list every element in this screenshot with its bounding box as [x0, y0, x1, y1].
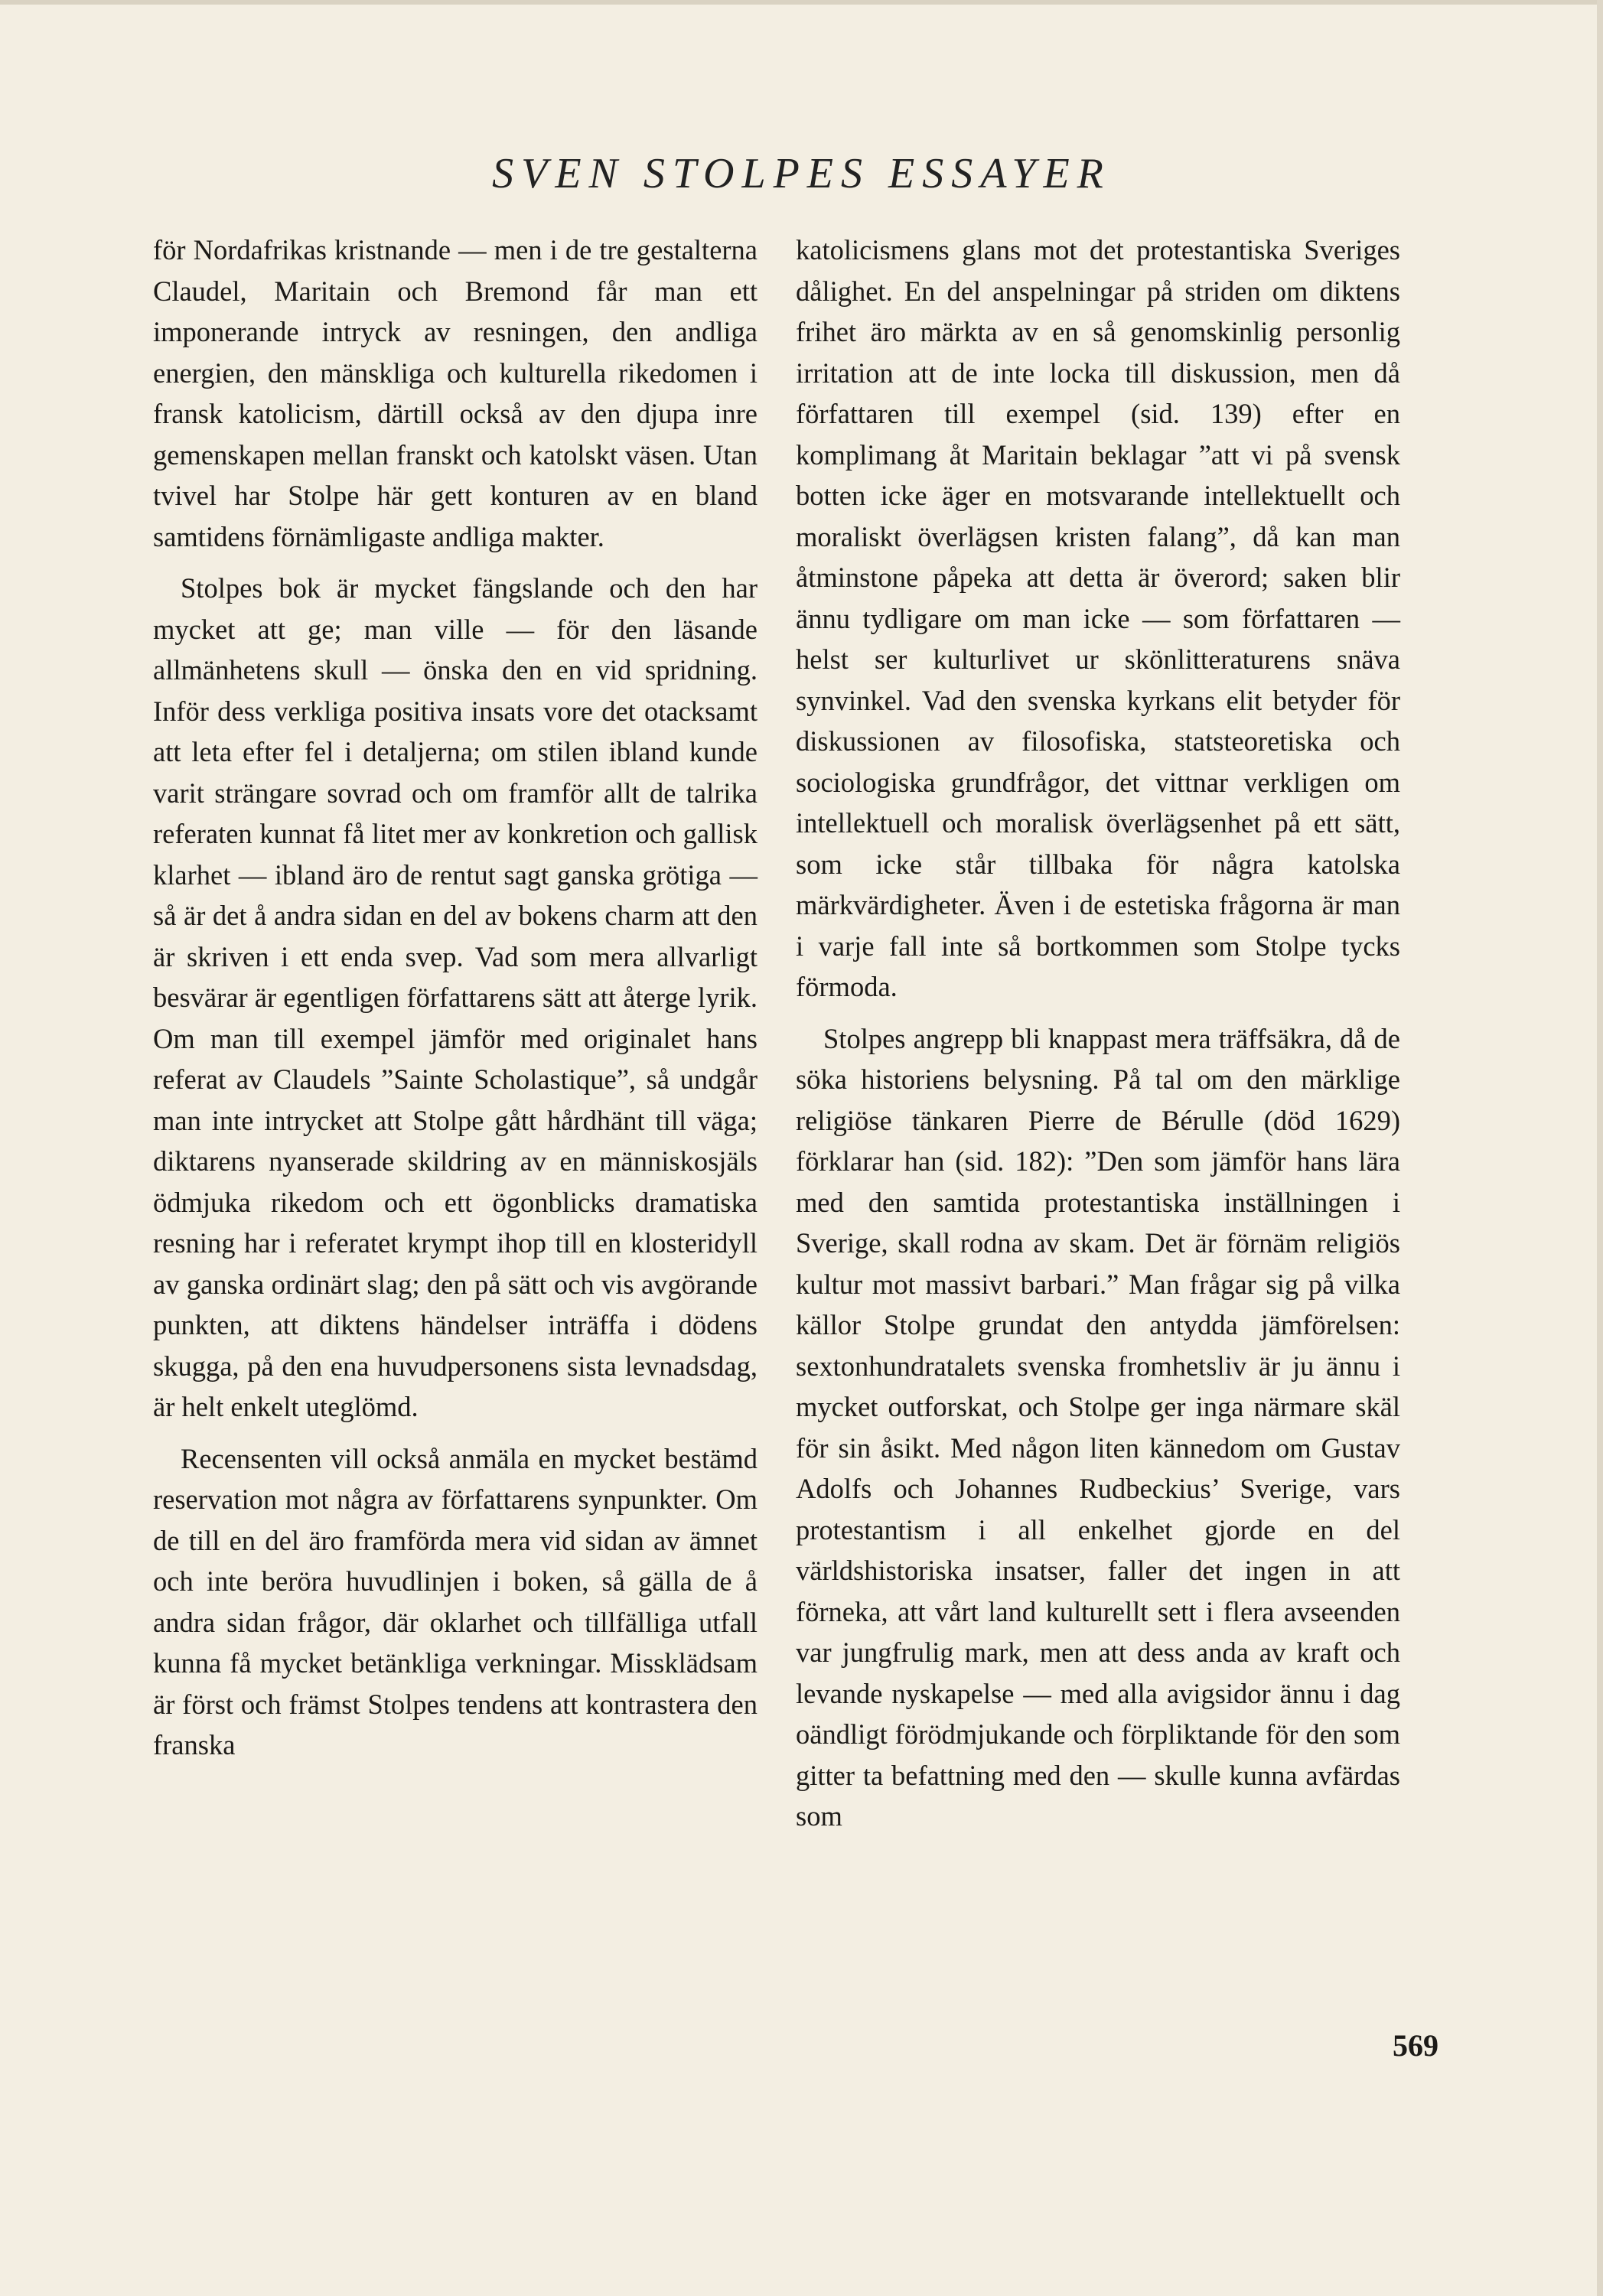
page-number: 569 [1393, 2028, 1438, 2063]
page-edge-top [0, 0, 1603, 5]
page-edge-right [1597, 0, 1603, 2296]
left-paragraph-3: Recensenten vill också anmäla en mycket bestämd reservation mot några av författarens synpunkter. Om de till en del äro framförda mera vid sidan av ämnet och inte beröra huvudlinjen i boken, så gälla de å andra sidan frågor, där oklarhet och tillfälliga utfall kunna få mycket betänkliga verkningar. Missklädsam är först och främst Stolpes tendens att kontrastera den franska [153, 1442, 758, 1760]
left-paragraph-1: för Nordafrikas kristnande — men i de tre gestalterna Claudel, Maritain och Bremond får man ett imponerande intryck av resningen, den andliga energien, den mänskliga och kulturella rikedomen i fransk katolicism, därtill också av den djupa inre gemenskapen mellan franskt och katolskt väsen. Utan tvivel har Stolpe här gett konturen av en bland samtidens förnämligaste andliga makter. [153, 234, 758, 552]
right-paragraph-2: Stolpes angrepp bli knappast mera träffsäkra, då de söka historiens belysning. På tal om den märklige religiöse tänkaren Pierre de Bérulle (död 1629) förklarar han (sid. 182): ”Den som jämför hans lära med den samtida protestantiska inställningen i Sverige, skall rodna av skam. Det är förnäm religiös kultur mot massivt barbari.” Man frågar sig på vilka källor Stolpe grundat den antydda jämförelsen: sextonhundratalets svenska fromhetsliv är ju ännu i mycket outforskat, och Stolpe ger inga närmare skäl för sin åsikt. Med någon liten kännedom om Gustav Adolfs och Johannes Rudbeckius’ Sverige, vars protestantism i all enkelhet gjorde en del världshistoriska insatser, faller det ingen in att förneka, att vårt land kulturellt sett i flera avseenden var jungfrulig mark, men att dess anda av kraft och levande nyskapelse — med alla avigsidor ännu i dag oändligt förödmjukande och förpliktande för den som gitter ta befattning med den — skulle kunna avfärdas som [796, 1022, 1400, 1832]
left-paragraph-2: Stolpes bok är mycket fängslande och den har mycket att ge; man ville — för den läsande allmänhetens skull — önska den en vid spridning. Inför dess verkliga positiva insats vore det otacksamt att leta efter fel i detaljerna; om stilen ibland kunde varit strängare sovrad och om framför allt de talrika referaten kunnat få litet mer av konkretion och gallisk klarhet — ibland äro de rentut sagt ganska grötiga — så är det å andra sidan en del av bokens charm att den är skriven i ett enda svep. Vad som mera allvarligt besvärar är egentligen författarens sätt att återge lyrik. Om man till exempel jämför med originalet hans referat av Claudels ”Sainte Scholastique”, så undgår man inte intrycket att Stolpe gått hårdhänt till väga; diktarens nyanserade skildring av en människosjäls ödmjuka rikedom och ett ögonblicks dramatiska resning har i referatet krympt ihop till en klosteridyll av ganska ordinärt slag; den på sätt och vis avgörande punkten, att diktens händelser inträffa i dödens skugga, på den ena huvudpersonens sista levnadsdag, är helt enkelt uteglömd. [153, 572, 758, 1422]
right-column [796, 230, 1400, 1837]
running-title: SVEN STOLPES ESSAYER [492, 150, 1111, 197]
left-column [153, 230, 758, 1766]
right-paragraph-1: katolicismens glans mot det protestantiska Sveriges dålighet. En del anspelningar på striden om diktens frihet äro märkta av en så genomskinlig personlig irritation att de inte locka till diskussion, men då författaren till exempel (sid. 139) efter en komplimang åt Maritain beklagar ”att vi på svensk botten icke äger en motsvarande intellektuellt och moraliskt överlägsen kristen falang”, då kan man åtminstone påpeka att detta är överord; saken blir ännu tydligare om man icke — som författaren — helst ser kulturlivet ur skönlitteraturens snäva synvinkel. Vad den svenska kyrkans elit betyder för diskussionen av filosofiska, statsteoretiska och sociologiska grundfrågor, det vittnar verkligen om intellektuell och moralisk överlägsenhet på ett sätt, som icke står tillbaka för några katolska märkvärdigheter. Även i de estetiska frågorna är man i varje fall inte så bortkommen som Stolpe tycks förmoda. [796, 234, 1400, 1002]
